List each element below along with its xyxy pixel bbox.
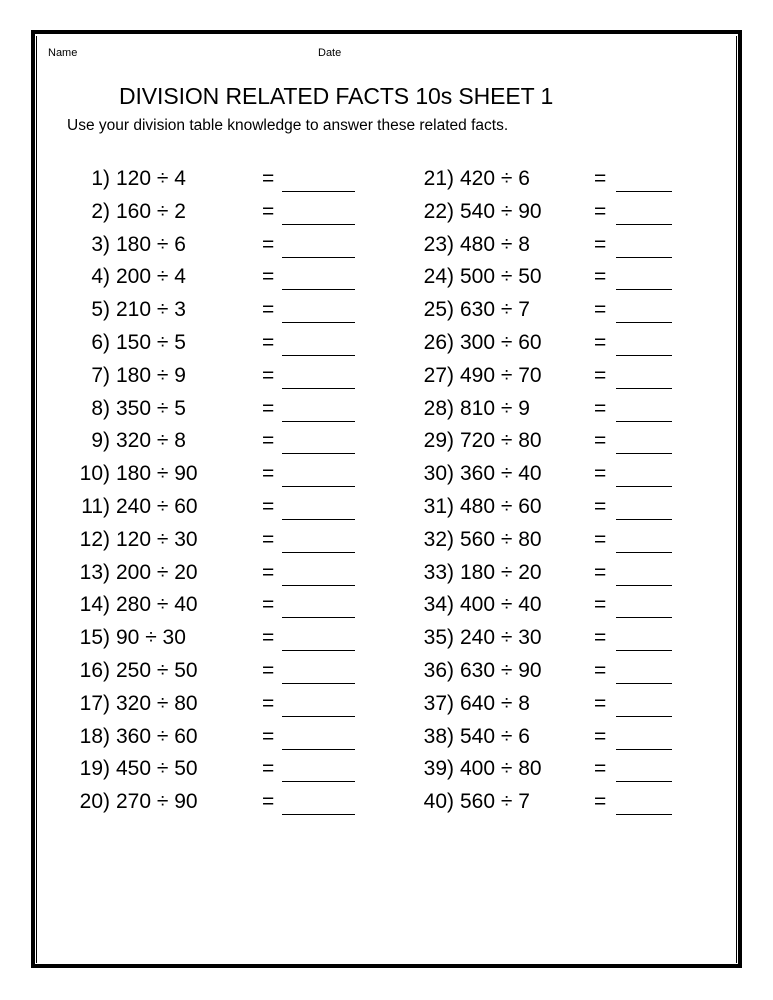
problem-number: 15) [79,626,110,649]
answer-blank[interactable] [616,388,672,389]
problem-number: 22) [423,200,454,223]
equals-sign: = [262,790,275,813]
problem-number: 36) [423,659,454,682]
answer-blank[interactable] [282,191,355,192]
problem-number: 1) [91,167,110,190]
answer-blank[interactable] [616,749,672,750]
answer-blank[interactable] [616,486,672,487]
answer-blank[interactable] [616,716,672,717]
problem-number: 25) [423,298,454,321]
problem-item [404,527,744,560]
problem-item [404,461,744,494]
equals-sign: = [262,528,275,551]
division-expression: 360 ÷ 60 [116,725,198,748]
division-expression: 540 ÷ 90 [460,200,542,223]
problem-item [60,264,400,297]
problem-item [60,199,400,232]
page-border-rule [36,36,37,963]
problem-number: 14) [79,593,110,616]
problem-number: 40) [423,790,454,813]
problem-item [60,232,400,265]
answer-blank[interactable] [616,552,672,553]
answer-blank[interactable] [282,814,355,815]
problem-number: 38) [423,725,454,748]
equals-sign: = [594,626,607,649]
problem-number: 24) [423,265,454,288]
equals-sign: = [262,626,275,649]
answer-blank[interactable] [282,388,355,389]
answer-blank[interactable] [616,257,672,258]
answer-blank[interactable] [282,257,355,258]
date-label: Date [318,47,342,59]
division-expression: 240 ÷ 60 [116,495,198,518]
equals-sign: = [262,561,275,584]
division-expression: 420 ÷ 6 [460,167,530,190]
problem-item [60,756,400,789]
division-expression: 630 ÷ 7 [460,298,530,321]
problem-number: 6) [91,331,110,354]
problem-number: 3) [91,233,110,256]
problem-number: 33) [423,561,454,584]
problem-number: 26) [423,331,454,354]
answer-blank[interactable] [616,289,672,290]
problem-item [60,560,400,593]
problem-number: 29) [423,429,454,452]
problem-item [60,789,400,822]
answer-blank[interactable] [616,355,672,356]
equals-sign: = [594,528,607,551]
equals-sign: = [594,593,607,616]
problem-item [404,789,744,822]
problem-number: 2) [91,200,110,223]
problem-item [60,166,400,199]
division-expression: 150 ÷ 5 [116,331,186,354]
problem-item [404,691,744,724]
answer-blank[interactable] [282,355,355,356]
answer-blank[interactable] [282,453,355,454]
problem-number: 8) [91,397,110,420]
answer-blank[interactable] [616,781,672,782]
division-expression: 240 ÷ 30 [460,626,542,649]
problem-item [404,199,744,232]
problem-item [404,592,744,625]
worksheet-title: DIVISION RELATED FACTS 10s SHEET 1 [119,83,554,109]
division-expression: 160 ÷ 2 [116,200,186,223]
equals-sign: = [594,397,607,420]
equals-sign: = [262,593,275,616]
division-expression: 560 ÷ 7 [460,790,530,813]
division-expression: 560 ÷ 80 [460,528,542,551]
division-expression: 720 ÷ 80 [460,429,542,452]
problem-item [404,724,744,757]
division-expression: 400 ÷ 80 [460,757,542,780]
problem-item [404,297,744,330]
answer-blank[interactable] [282,749,355,750]
division-expression: 540 ÷ 6 [460,725,530,748]
problem-number: 5) [91,298,110,321]
problem-item [404,264,744,297]
problem-number: 39) [423,757,454,780]
equals-sign: = [262,659,275,682]
equals-sign: = [594,233,607,256]
answer-blank[interactable] [282,421,355,422]
problem-item [60,363,400,396]
answer-blank[interactable] [282,650,355,651]
problem-number: 12) [79,528,110,551]
problem-number: 30) [423,462,454,485]
answer-blank[interactable] [616,519,672,520]
problem-item [404,330,744,363]
equals-sign: = [262,298,275,321]
division-expression: 350 ÷ 5 [116,397,186,420]
division-expression: 120 ÷ 30 [116,528,198,551]
answer-blank[interactable] [282,289,355,290]
problem-number: 34) [423,593,454,616]
problem-number: 16) [79,659,110,682]
problem-number: 4) [91,265,110,288]
equals-sign: = [262,200,275,223]
equals-sign: = [262,265,275,288]
division-expression: 210 ÷ 3 [116,298,186,321]
answer-blank[interactable] [282,617,355,618]
answer-blank[interactable] [616,224,672,225]
problem-item [404,363,744,396]
division-expression: 280 ÷ 40 [116,593,198,616]
division-expression: 480 ÷ 60 [460,495,542,518]
problem-item [60,724,400,757]
problem-item [404,428,744,461]
equals-sign: = [262,495,275,518]
equals-sign: = [262,757,275,780]
equals-sign: = [262,397,275,420]
equals-sign: = [594,429,607,452]
division-expression: 180 ÷ 90 [116,462,198,485]
equals-sign: = [594,757,607,780]
answer-blank[interactable] [282,519,355,520]
division-expression: 270 ÷ 90 [116,790,198,813]
equals-sign: = [594,561,607,584]
division-expression: 360 ÷ 40 [460,462,542,485]
answer-blank[interactable] [282,486,355,487]
division-expression: 120 ÷ 4 [116,167,186,190]
division-expression: 810 ÷ 9 [460,397,530,420]
answer-blank[interactable] [616,322,672,323]
equals-sign: = [262,167,275,190]
answer-blank[interactable] [616,421,672,422]
division-expression: 200 ÷ 20 [116,561,198,584]
problem-item [404,756,744,789]
problem-item [60,625,400,658]
worksheet-instructions: Use your division table knowledge to answer these related facts. [67,117,509,134]
name-label: Name [48,47,78,59]
problem-number: 20) [79,790,110,813]
equals-sign: = [262,462,275,485]
division-expression: 250 ÷ 50 [116,659,198,682]
division-expression: 490 ÷ 70 [460,364,542,387]
answer-blank[interactable] [616,585,672,586]
answer-blank[interactable] [616,453,672,454]
answer-blank[interactable] [282,716,355,717]
problem-item [404,166,744,199]
problem-item [60,330,400,363]
answer-blank[interactable] [616,191,672,192]
problem-item [60,691,400,724]
equals-sign: = [262,692,275,715]
equals-sign: = [262,364,275,387]
problem-item [404,232,744,265]
problem-item [60,461,400,494]
problem-item [404,560,744,593]
problem-number: 17) [79,692,110,715]
problem-item [404,494,744,527]
problem-item [60,297,400,330]
equals-sign: = [594,364,607,387]
problem-item [404,625,744,658]
problem-number: 13) [79,561,110,584]
division-expression: 90 ÷ 30 [116,626,186,649]
equals-sign: = [594,725,607,748]
problem-number: 35) [423,626,454,649]
problem-item [60,592,400,625]
answer-blank[interactable] [282,224,355,225]
division-expression: 500 ÷ 50 [460,265,542,288]
equals-sign: = [262,725,275,748]
division-expression: 450 ÷ 50 [116,757,198,780]
equals-sign: = [262,331,275,354]
answer-blank[interactable] [616,683,672,684]
equals-sign: = [594,200,607,223]
division-expression: 320 ÷ 8 [116,429,186,452]
division-expression: 400 ÷ 40 [460,593,542,616]
division-expression: 300 ÷ 60 [460,331,542,354]
problem-item [60,494,400,527]
division-expression: 200 ÷ 4 [116,265,186,288]
problem-item [60,396,400,429]
division-expression: 630 ÷ 90 [460,659,542,682]
problem-number: 31) [423,495,454,518]
division-expression: 180 ÷ 6 [116,233,186,256]
equals-sign: = [594,265,607,288]
equals-sign: = [594,659,607,682]
equals-sign: = [594,331,607,354]
equals-sign: = [594,790,607,813]
equals-sign: = [262,429,275,452]
problem-number: 19) [79,757,110,780]
problem-item [60,658,400,691]
equals-sign: = [594,167,607,190]
problem-number: 27) [423,364,454,387]
answer-blank[interactable] [282,552,355,553]
equals-sign: = [262,233,275,256]
answer-blank[interactable] [616,617,672,618]
answer-blank[interactable] [282,322,355,323]
problem-item [404,396,744,429]
division-expression: 480 ÷ 8 [460,233,530,256]
problem-item [60,428,400,461]
equals-sign: = [594,495,607,518]
problem-number: 21) [423,167,454,190]
equals-sign: = [594,298,607,321]
problem-item [404,658,744,691]
answer-blank[interactable] [282,781,355,782]
problem-number: 11) [81,495,110,518]
problem-number: 7) [91,364,110,387]
answer-blank[interactable] [616,814,672,815]
division-expression: 320 ÷ 80 [116,692,198,715]
problem-number: 28) [423,397,454,420]
answer-blank[interactable] [282,683,355,684]
problem-number: 37) [423,692,454,715]
problem-number: 23) [423,233,454,256]
equals-sign: = [594,462,607,485]
answer-blank[interactable] [282,585,355,586]
equals-sign: = [594,692,607,715]
division-expression: 180 ÷ 9 [116,364,186,387]
problem-number: 32) [423,528,454,551]
problem-number: 10) [79,462,110,485]
problem-number: 9) [91,429,110,452]
division-expression: 640 ÷ 8 [460,692,530,715]
division-expression: 180 ÷ 20 [460,561,542,584]
problem-number: 18) [79,725,110,748]
problem-item [60,527,400,560]
answer-blank[interactable] [616,650,672,651]
